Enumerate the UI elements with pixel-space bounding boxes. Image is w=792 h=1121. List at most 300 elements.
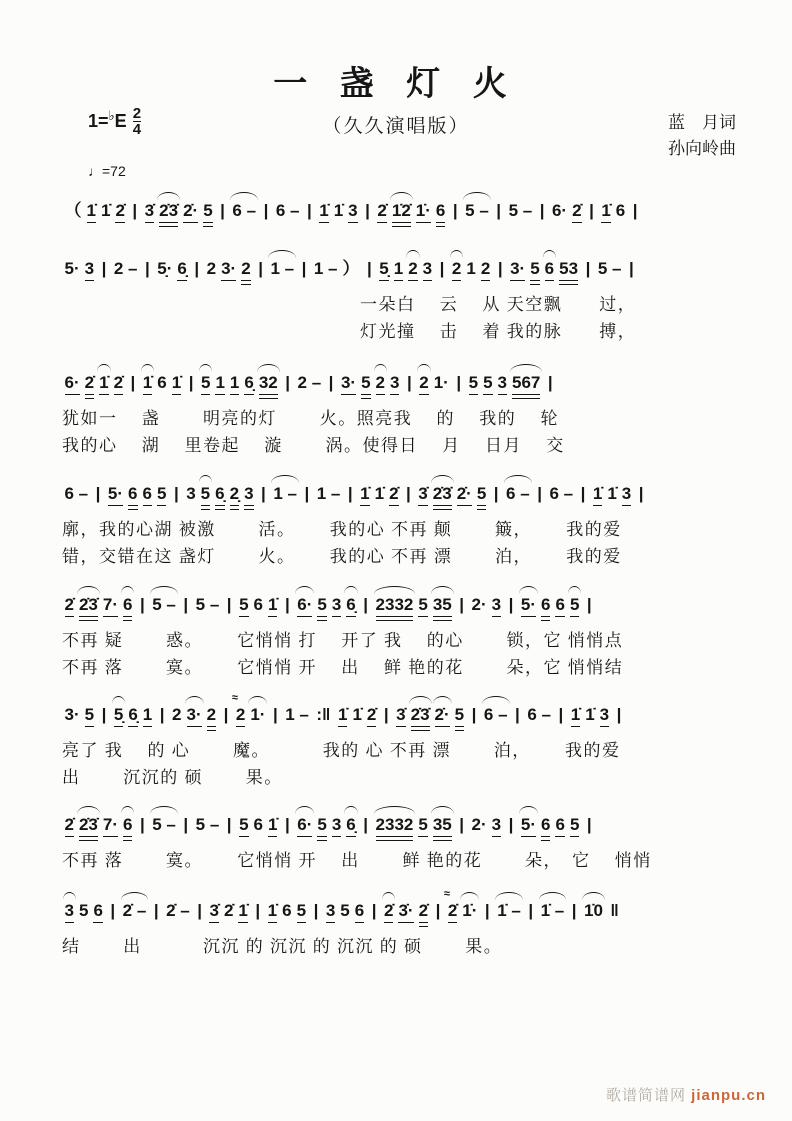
note-token: 3 bbox=[85, 258, 94, 281]
note-token: 2̣ bbox=[230, 483, 239, 506]
note-token: 5 bbox=[297, 900, 306, 923]
note-token: 5 bbox=[239, 814, 248, 837]
score-system-2 bbox=[62, 246, 776, 345]
note-token: 6· bbox=[297, 594, 312, 617]
note-token: 1̇ bbox=[143, 372, 152, 395]
note-token: 2̇ – bbox=[166, 901, 190, 920]
note-token: 1 – bbox=[270, 259, 295, 278]
score-system-5 bbox=[62, 582, 776, 681]
barline: | bbox=[580, 484, 586, 503]
note-token: 5 bbox=[201, 372, 210, 395]
note-token: 5 bbox=[477, 483, 486, 506]
note-token: 1̇ bbox=[333, 201, 344, 220]
note-token: 5 bbox=[361, 372, 370, 395]
note-token: 1 bbox=[143, 704, 152, 727]
note-token: 5 bbox=[418, 814, 427, 837]
note-token: 1̇ bbox=[172, 372, 181, 395]
note-token: 35 bbox=[433, 594, 452, 617]
note-token: 1 bbox=[230, 372, 239, 395]
note-token: 2 bbox=[376, 372, 385, 395]
barline: | bbox=[616, 705, 622, 724]
note-token: 3 bbox=[492, 594, 501, 617]
note-token: 5 bbox=[78, 901, 89, 920]
note-token: 5 bbox=[570, 594, 579, 617]
note-token: 3 bbox=[348, 200, 357, 223]
barline: | bbox=[132, 201, 138, 220]
note-token: 1 – bbox=[313, 259, 338, 278]
note-token: 3̇ bbox=[145, 200, 154, 223]
note-token: 1̇ bbox=[607, 484, 617, 503]
note-token: 6̣ bbox=[346, 594, 355, 617]
score-system-7 bbox=[62, 802, 776, 874]
note-token: 6 – bbox=[232, 201, 257, 220]
note-token: 5̣ bbox=[114, 704, 123, 727]
note-token: 6 bbox=[128, 483, 137, 506]
note-token: 1 – bbox=[273, 484, 297, 503]
note-token: 3 bbox=[332, 594, 341, 617]
notation-line-2 bbox=[62, 246, 776, 284]
credits bbox=[668, 110, 736, 162]
barline: | bbox=[515, 705, 520, 724]
barline: | bbox=[261, 484, 266, 503]
note-token: 6 – bbox=[506, 484, 530, 503]
note-token: 1̇ bbox=[585, 705, 595, 724]
barline: | bbox=[539, 201, 545, 220]
note-token: 3̇ bbox=[209, 900, 218, 923]
note-token: 3 bbox=[600, 704, 609, 727]
time-signature-numerator: 2 bbox=[132, 105, 142, 122]
notation-line-6 bbox=[62, 692, 776, 730]
note-token: 1̇ bbox=[268, 814, 277, 837]
note-token: 3· bbox=[510, 258, 525, 281]
barline: | bbox=[272, 705, 278, 724]
barline: | bbox=[226, 815, 232, 834]
lyric-line: 不再 落 寞。 它悄悄 开 出 鲜 艳的花 朵， 它 悄悄 bbox=[62, 851, 652, 870]
note-token: 3 bbox=[390, 372, 399, 395]
barline: | bbox=[558, 705, 564, 724]
note-token: 2 bbox=[481, 258, 490, 281]
barline: | bbox=[306, 201, 312, 220]
barline: | bbox=[139, 595, 145, 614]
barline: | bbox=[528, 901, 534, 920]
notation-line-5 bbox=[62, 582, 776, 620]
barline: | bbox=[226, 595, 232, 614]
note-token: 2 bbox=[206, 259, 217, 278]
barline: | bbox=[363, 815, 369, 834]
barline: | bbox=[145, 259, 150, 278]
barline: | bbox=[383, 705, 389, 724]
barline: | bbox=[497, 259, 503, 278]
tempo-marking: ♩=72 bbox=[88, 163, 126, 179]
barline: | bbox=[139, 815, 145, 834]
barline: | bbox=[493, 484, 499, 503]
barline: | bbox=[110, 901, 116, 920]
note-token: 3̇· bbox=[398, 900, 413, 923]
note-token: 5 bbox=[469, 372, 478, 395]
note-token: 2· bbox=[471, 815, 487, 834]
note-token: 6 bbox=[545, 258, 554, 281]
barline: | bbox=[284, 815, 290, 834]
note-token: 6 bbox=[541, 814, 550, 837]
barline: | bbox=[159, 705, 165, 724]
note-token: 1̇ bbox=[360, 483, 369, 506]
note-token: 5 bbox=[201, 483, 210, 506]
note-token: 1̇ bbox=[338, 704, 347, 727]
site-watermark bbox=[606, 1084, 766, 1105]
time-signature bbox=[133, 106, 141, 137]
note-token: 2̇ bbox=[377, 200, 386, 223]
note-token: 1̇ bbox=[87, 200, 96, 223]
note-token: 2̇ bbox=[115, 200, 124, 223]
barline: | bbox=[367, 259, 372, 278]
barline: | bbox=[188, 373, 194, 392]
note-token: 2 bbox=[172, 705, 182, 724]
note-token: 6· bbox=[551, 201, 568, 220]
note-token: 6 bbox=[555, 594, 564, 617]
barline: | bbox=[101, 705, 107, 724]
barline: | bbox=[459, 815, 465, 834]
note-token: 567 bbox=[512, 372, 540, 395]
note-token: 1̇ bbox=[593, 483, 602, 506]
note-token: 5 – bbox=[152, 815, 176, 834]
note-token: 2 bbox=[207, 704, 216, 727]
note-token: 3 bbox=[492, 814, 501, 837]
note-token: 6 bbox=[436, 200, 445, 223]
note-token: 1̇ bbox=[268, 594, 277, 617]
note-token: 5 bbox=[203, 200, 212, 223]
barline: | bbox=[153, 901, 159, 920]
note-token: 2̇ bbox=[65, 814, 74, 837]
note-token: 3̇ bbox=[396, 704, 405, 727]
note-token: 5̣· bbox=[157, 259, 173, 278]
note-token: 5· bbox=[521, 814, 536, 837]
time-signature-denominator: 4 bbox=[132, 121, 142, 138]
barline: | bbox=[365, 201, 370, 220]
note-token: 2 bbox=[408, 258, 417, 281]
barline: | bbox=[508, 815, 514, 834]
note-token: 1̇ – bbox=[540, 901, 565, 920]
note-token: 6 bbox=[355, 900, 364, 923]
barline: | bbox=[452, 201, 458, 220]
key-letter: E bbox=[114, 111, 127, 131]
barline: | bbox=[304, 484, 310, 503]
barline: | bbox=[347, 484, 353, 503]
note-token: 2332 bbox=[376, 594, 414, 617]
note-token: ） bbox=[342, 259, 360, 278]
watermark-site-url[interactable]: jianpu.cn bbox=[691, 1087, 766, 1104]
barline: | bbox=[585, 259, 591, 278]
barline: | bbox=[439, 259, 445, 278]
barline: | bbox=[435, 901, 441, 920]
note-token: 1 bbox=[394, 258, 403, 281]
note-token: 3 bbox=[423, 258, 432, 281]
note-token: 2 – bbox=[297, 373, 322, 392]
barline: | bbox=[285, 373, 291, 392]
score-system-3 bbox=[62, 360, 776, 459]
barline: | bbox=[220, 201, 225, 220]
note-token: 2̇ bbox=[85, 372, 94, 395]
note-token: 5 bbox=[530, 258, 539, 281]
lyric-line: 不再 落 寞。 它悄悄 开 出 鲜 艳的花 朵，它 悄悄结 bbox=[62, 658, 624, 677]
barline: | bbox=[183, 815, 189, 834]
note-token: 5 – bbox=[195, 595, 220, 614]
note-token: 1̇ bbox=[601, 200, 610, 223]
note-token: 2̇3̇ bbox=[159, 200, 178, 223]
notation-line-8 bbox=[62, 888, 776, 926]
note-token: 2̇· bbox=[457, 483, 472, 506]
note-token: 1̇ bbox=[238, 900, 247, 923]
note-token: 6 bbox=[555, 814, 564, 837]
note-token: 5 – bbox=[597, 259, 622, 278]
note-token: 1· bbox=[433, 373, 449, 392]
note-token: 2 ≈ bbox=[236, 704, 245, 727]
key-signature bbox=[88, 106, 141, 137]
note-token: 2̇3̇ bbox=[411, 704, 430, 727]
score-system-8 bbox=[62, 888, 776, 960]
lyric-line: 犹如一 盏 明亮的灯 火。照亮我 的 我的 轮 bbox=[62, 409, 559, 428]
note-token: 1̇ bbox=[374, 484, 385, 503]
barline: | bbox=[471, 705, 477, 724]
barline: ‖ bbox=[610, 901, 619, 920]
note-token: 5 – bbox=[152, 595, 176, 614]
note-token: 6 bbox=[93, 900, 102, 923]
note-token: 3· bbox=[221, 258, 236, 281]
note-token: 3 bbox=[186, 484, 196, 503]
note-token: 5 bbox=[340, 901, 350, 920]
note-token: 2̇3̇ bbox=[79, 594, 98, 617]
notation-line-1 bbox=[62, 188, 776, 226]
note-token: 6 – bbox=[64, 484, 89, 503]
barline: | bbox=[173, 484, 179, 503]
note-token: 1̇2̇ bbox=[392, 200, 411, 223]
lyric-line: 出 沉沉的 硕 果。 bbox=[62, 768, 283, 787]
barline: | bbox=[255, 901, 261, 920]
note-token: 5· bbox=[108, 483, 123, 506]
barline: | bbox=[484, 901, 490, 920]
note-token: 2 bbox=[241, 258, 250, 281]
note-token: 5 bbox=[418, 594, 427, 617]
note-token: 1̇ bbox=[319, 200, 328, 223]
note-token: （ bbox=[64, 201, 82, 220]
note-token: 1̇ bbox=[352, 705, 362, 724]
note-token: 6· bbox=[297, 814, 312, 837]
note-token: 6 bbox=[123, 594, 132, 617]
note-token: 2332 bbox=[376, 814, 414, 837]
note-token: 2̇· bbox=[183, 200, 198, 223]
note-token: 1 bbox=[215, 372, 224, 395]
note-token: 3 bbox=[326, 900, 335, 923]
barline: | bbox=[197, 901, 202, 920]
lyric-line: 结 出 沉沉 的 沉沉 的 沉沉 的 硕 果。 bbox=[62, 937, 503, 956]
flat-sign: ♭ bbox=[108, 107, 115, 123]
note-token: 6 – bbox=[549, 484, 574, 503]
barline: | bbox=[363, 595, 369, 614]
note-token: 3 bbox=[65, 900, 74, 923]
note-token: 6 bbox=[282, 901, 292, 920]
barline: | bbox=[258, 259, 263, 278]
note-token: 2̇ bbox=[389, 483, 398, 506]
barline: | bbox=[459, 595, 465, 614]
note-token: 5· bbox=[64, 259, 80, 278]
barline: | bbox=[589, 201, 594, 220]
barline: | bbox=[547, 373, 553, 392]
note-token: 5 – bbox=[195, 815, 220, 834]
note-token: 6 bbox=[253, 595, 263, 614]
note-token: 5 bbox=[239, 594, 248, 617]
note-token: 1̇ bbox=[100, 201, 111, 220]
note-token: 6̣ bbox=[177, 258, 186, 281]
lyric-line: 错，交错在这 盏灯 火。 我的心 不再 漂 泊， 我的爱 bbox=[62, 547, 622, 566]
barline: | bbox=[508, 595, 514, 614]
note-token: 3· bbox=[64, 705, 80, 724]
note-token: 1 – bbox=[316, 484, 341, 503]
barline: | bbox=[223, 705, 229, 724]
note-token: 2· bbox=[471, 595, 487, 614]
note-token: 1 bbox=[466, 259, 476, 278]
note-token: 1̇ bbox=[268, 900, 277, 923]
barline: | bbox=[263, 201, 269, 220]
song-title: 一 盏 灯 火 bbox=[273, 66, 519, 103]
barline: | bbox=[130, 373, 136, 392]
note-token: 2̇3̇ bbox=[79, 814, 98, 837]
lyric-line: 亮了 我 的 心 魔。 我的 心 不再 漂 泊， 我的爱 bbox=[62, 741, 621, 760]
note-token: 7· bbox=[103, 594, 118, 617]
note-token: 2̇ bbox=[114, 372, 123, 395]
barline: | bbox=[456, 373, 462, 392]
lyricist-credit: 蓝 月词 bbox=[668, 113, 736, 132]
note-token: 6· bbox=[65, 372, 80, 395]
note-token: 6̣ bbox=[215, 483, 224, 506]
lyric-line: 我的心 湖 里卷起 漩 涡。使得日 月 日月 交 bbox=[62, 436, 565, 455]
barline: | bbox=[194, 259, 200, 278]
barline: | bbox=[628, 259, 634, 278]
barline: | bbox=[586, 815, 592, 834]
mordent-icon: ≈ bbox=[443, 888, 449, 900]
barline: | bbox=[571, 901, 577, 920]
note-token: 6̣ bbox=[346, 814, 355, 837]
note-token: 6 – bbox=[527, 705, 551, 724]
barline: | bbox=[101, 259, 107, 278]
song-subtitle: （久久演唱版） bbox=[322, 116, 470, 137]
note-token: 2̇ – bbox=[122, 901, 147, 920]
note-token: 5 bbox=[570, 814, 579, 837]
barline: :‖ bbox=[316, 705, 331, 724]
note-token: 2̇ bbox=[419, 900, 428, 923]
note-token: 6 bbox=[143, 483, 152, 506]
note-token: 5 bbox=[455, 704, 464, 727]
note-token: 2 bbox=[419, 372, 428, 395]
lyric-line: 一朵白 云 从 天空飘 过， bbox=[360, 295, 637, 314]
barline: | bbox=[586, 595, 592, 614]
lyric-line: 不再 疑 惑。 它悄悄 打 开了 我 的心 锁，它 悄悄点 bbox=[62, 631, 624, 650]
barline: | bbox=[183, 595, 189, 614]
barline: | bbox=[406, 484, 411, 503]
note-token: 5· bbox=[521, 594, 536, 617]
barline: | bbox=[496, 201, 502, 220]
note-token: 2̇ bbox=[384, 900, 393, 923]
note-token: 1̇· bbox=[462, 901, 478, 920]
note-token: 1̇0 bbox=[584, 901, 603, 920]
score-system-4 bbox=[62, 471, 776, 570]
note-token: 5 bbox=[157, 483, 166, 506]
note-token: 5 bbox=[317, 594, 326, 617]
note-token: 2̇· bbox=[435, 704, 450, 727]
note-token: 3 bbox=[332, 814, 341, 837]
note-token: 3 bbox=[622, 483, 631, 506]
barline: | bbox=[313, 901, 319, 920]
note-token: 2̇ ≈ bbox=[448, 900, 457, 923]
note-token: 6 – bbox=[275, 201, 300, 220]
note-token: 3· bbox=[187, 704, 202, 727]
note-token: 1̇· bbox=[416, 200, 431, 223]
note-token: 2̇ bbox=[223, 901, 234, 920]
note-token: 6 bbox=[123, 814, 132, 837]
note-token: 6 bbox=[541, 594, 550, 617]
note-token: 6̣ bbox=[128, 704, 137, 727]
note-token: 2̇3̇ bbox=[433, 483, 452, 506]
note-token: 3 bbox=[244, 483, 253, 506]
note-token: 6 bbox=[157, 373, 167, 392]
mordent-icon: ≈ bbox=[231, 692, 237, 704]
note-token: 6̣ bbox=[244, 372, 253, 395]
barline: | bbox=[632, 201, 638, 220]
note-token: 5 – bbox=[465, 201, 489, 220]
score-system-1 bbox=[62, 188, 776, 226]
note-token: 35 bbox=[433, 814, 452, 837]
note-token: 3̇ bbox=[418, 483, 427, 506]
key-prefix: 1= bbox=[88, 111, 109, 131]
note-token: 5̣ bbox=[379, 258, 388, 281]
barline: | bbox=[95, 484, 101, 503]
note-token: 1̇ bbox=[99, 372, 108, 395]
lyric-line: 廓，我的心湖 被激 活。 我的心 不再 颠 簸， 我的爱 bbox=[62, 520, 622, 539]
note-token: 6 bbox=[253, 815, 263, 834]
note-token: 5 bbox=[483, 372, 492, 395]
note-token: 2 – bbox=[113, 259, 138, 278]
barline: | bbox=[537, 484, 542, 503]
note-token: 6 bbox=[615, 201, 626, 220]
note-token: 1̇ bbox=[571, 704, 580, 727]
note-token: 2 bbox=[452, 258, 461, 281]
barline: | bbox=[284, 595, 290, 614]
barline: | bbox=[328, 373, 334, 392]
barline: | bbox=[638, 484, 644, 503]
note-token: 3· bbox=[341, 372, 356, 395]
barline: | bbox=[371, 901, 377, 920]
note-token: 1 – bbox=[285, 705, 309, 724]
note-token: 2̇ bbox=[65, 594, 74, 617]
notation-line-4 bbox=[62, 471, 776, 509]
note-token: 5 – bbox=[508, 201, 533, 220]
note-token: 5 bbox=[85, 704, 94, 727]
notation-line-7 bbox=[62, 802, 776, 840]
note-token: 1̇ – bbox=[497, 901, 521, 920]
note-token: 6 – bbox=[483, 705, 508, 724]
note-token: 2̇ bbox=[572, 200, 581, 223]
note-token: 1· bbox=[250, 705, 266, 724]
barline: | bbox=[301, 259, 307, 278]
note-token: 7· bbox=[103, 814, 118, 837]
note-token: 32 bbox=[259, 372, 278, 395]
score-system-6 bbox=[62, 692, 776, 791]
composer-credit: 孙向岭曲 bbox=[668, 139, 736, 158]
lyric-line: 灯光撞 击 着 我的脉 搏， bbox=[360, 322, 637, 341]
note-token: 2̇ bbox=[367, 704, 376, 727]
barline: | bbox=[406, 373, 412, 392]
notation-line-3 bbox=[62, 360, 776, 398]
note-token: 5 bbox=[317, 814, 326, 837]
watermark-site-name: 歌谱简谱网 bbox=[605, 1088, 686, 1104]
